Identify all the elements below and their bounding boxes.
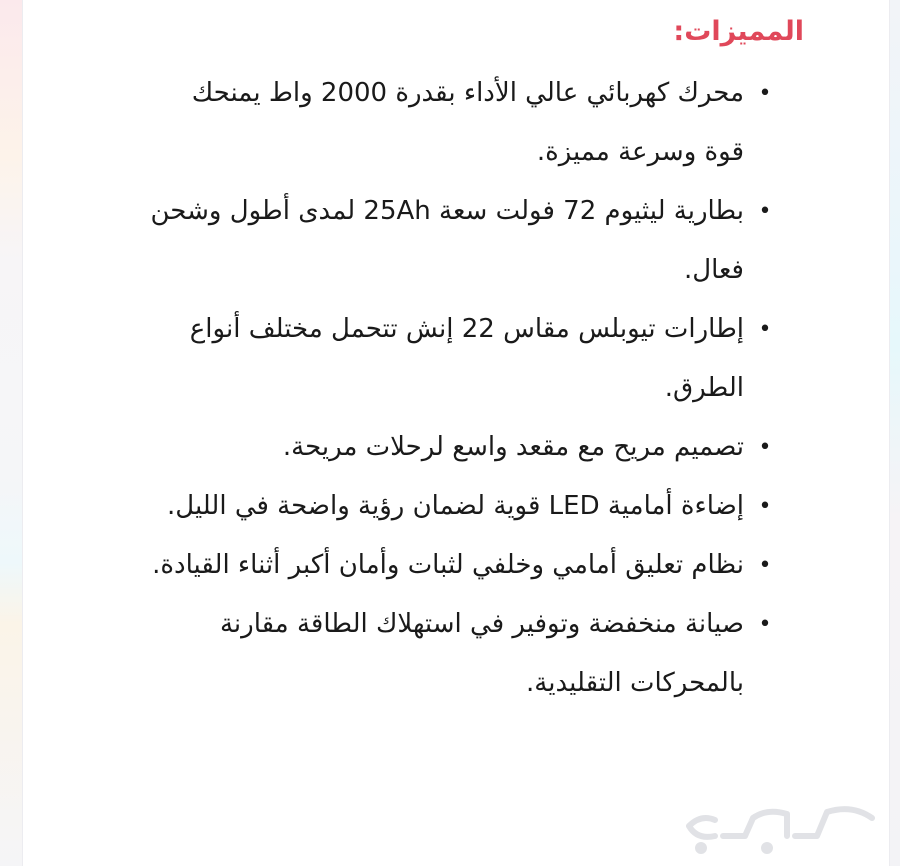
feature-text: نظام تعليق أمامي وخلفي لثبات وأمان أكبر أثناء القيادة.	[152, 550, 744, 580]
feature-text: محرك كهربائي عالي الأداء بقدرة 2000 واط يمنحك قوة وسرعة مميزة.	[191, 78, 744, 167]
feature-item-suspension	[146, 536, 786, 595]
features-card	[22, 0, 890, 866]
feature-item-battery	[146, 182, 786, 300]
bullet-icon: •	[758, 199, 772, 224]
features-list	[146, 64, 786, 713]
bullet-icon: •	[758, 435, 772, 460]
feature-text: تصميم مريح مع مقعد واسع لرحلات مريحة.	[282, 432, 744, 462]
watermark-strokes	[689, 809, 872, 851]
feature-text: بطارية ليثيوم 72 فولت سعة 25Ah لمدى أطول وشحن فعال.	[150, 196, 744, 285]
bullet-icon: •	[758, 553, 772, 578]
feature-item-tires	[146, 300, 786, 418]
right-background-strip	[890, 0, 900, 866]
feature-text: إطارات تيوبلس مقاس 22 إنش تتحمل مختلف أنواع الطرق.	[189, 314, 744, 403]
bullet-icon: •	[758, 494, 772, 519]
feature-item-design	[146, 418, 786, 477]
bullet-icon: •	[758, 317, 772, 342]
bullet-icon: •	[758, 612, 772, 637]
bullet-icon: •	[758, 81, 772, 106]
feature-item-maintenance	[146, 595, 786, 713]
left-background-strip	[0, 0, 22, 866]
haraj-logo-icon	[667, 796, 892, 856]
feature-text: صيانة منخفضة وتوفير في استهلاك الطاقة مقارنة بالمحركات التقليدية.	[219, 609, 744, 698]
feature-text: إضاءة أمامية LED قوية لضمان رؤية واضحة في الليل.	[167, 491, 744, 521]
feature-item-lighting	[146, 477, 786, 536]
feature-item-motor	[146, 64, 786, 182]
features-heading: المميزات:	[673, 16, 804, 47]
